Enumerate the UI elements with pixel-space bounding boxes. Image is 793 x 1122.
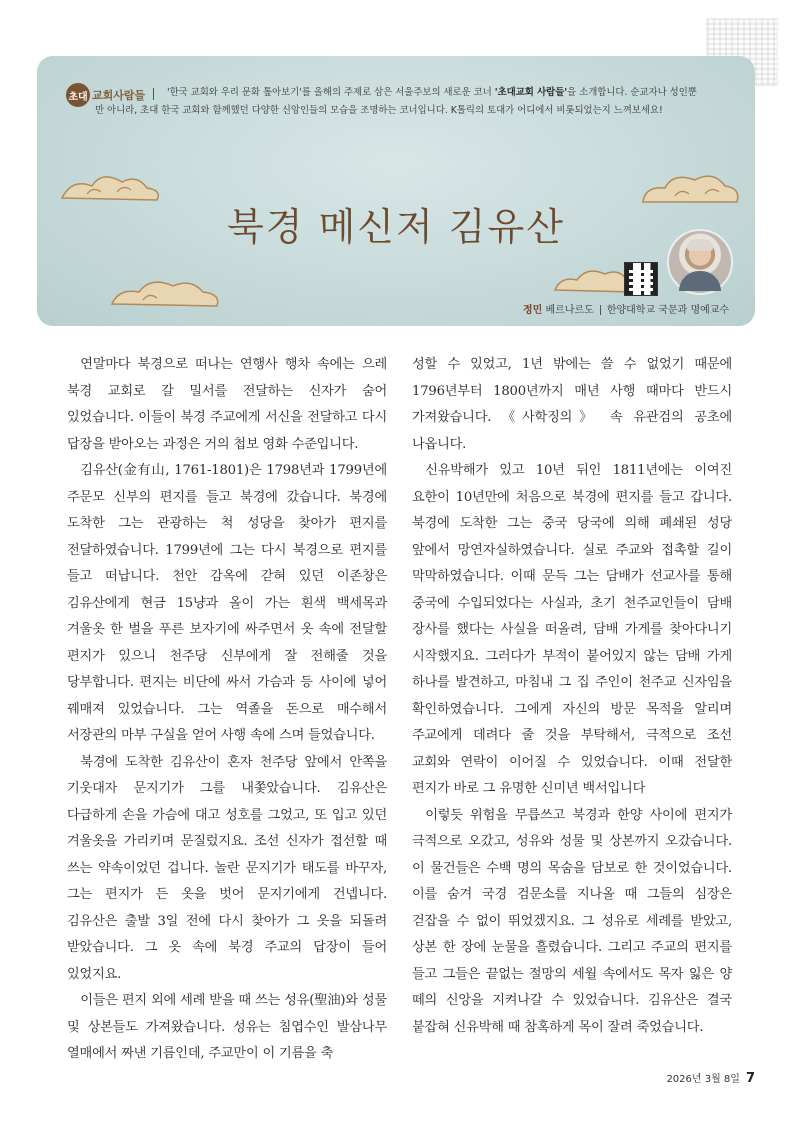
left-column: [67, 352, 387, 1068]
intro-text-c: 을 소개합니다. 순교자나 성인뿐: [567, 87, 697, 98]
series-badge-circle: 초대: [66, 83, 90, 107]
paragraph: 연말마다 북경으로 떠나는 연행사 행차 속에는 으레 북경 교회로 갈 밀서를 전달하는 신자가 숨어 있었습니다. 이들이 북경 주교에게 서신을 전달하고 다시 답장을 받아오는 과정은 거의 첩보 영화 수준입니다.: [67, 357, 387, 452]
divider: [153, 88, 154, 100]
paragraph: 이렇듯 위험을 무릅쓰고 북경과 한양 사이에 편지가 극적으로 오갔고, 성유와 성물 및 상본까지 오갔습니다. 이 물건들은 수백 명의 목숨을 담보로 한 것이었습니다. 이를 숨겨 국경 검문소를 지나올 때 그들의 심장은 걷잡을 수 없이 뛰었겠지요. 그 성유로 세례를 받았고, 상본 한 장에 눈물을 흘렸습니다. 그리고 주교의 편지를 들고 그들은 끝없는 절망의 세월 속에서도 목자 잃은 양 떼의 신앙을 지켜나갈 수 있었습니다. 김유산은 결국 붙잡혀 신유박해 때 참혹하게 목이 잘려 죽었습니다.: [412, 807, 732, 1035]
author-name: 정민: [523, 305, 543, 316]
footer-date: 2026년 3월 8일: [666, 1074, 740, 1085]
series-badge-label: 교회사람들: [92, 89, 146, 102]
intro-line-1: [167, 84, 732, 102]
intro-text-a: '한국 교회와 우리 문화 톺아보기'를 올해의 주제로 삼은 서울주보의 새로운 코너: [167, 87, 495, 98]
paragraph: 이들은 편지 외에 세례 받을 때 쓰는 성유(聖油)와 성물 및 상본들도 가져왔습니다. 성유는 침엽수인 발삼나무 열매에서 짜낸 기름인데, 주교만이 이 기름을 축: [67, 993, 387, 1061]
right-column: [412, 352, 732, 1068]
paragraph: 김유산(金有山, 1761-1801)은 1798년과 1799년에 주문모 신부의 편지를 들고 북경에 갔습니다. 북경에 도착한 그는 관광하는 척 성당을 찾아가 편지를 전달하였습니다. 1799년에 그는 다시 북경으로 편지를 들고 떠납니다. 천안 감옥에 갇혀 있던 이존창은 김유산에게 현금 15냥과 올이 가는 흰색 백세목과 겨울옷 한 벌을 푸른 보자기에 싸주면서 옷 속에 전달할 편지가 있으니 천주당 신부에게 잘 전해줄 것을 당부합니다. 편지는 비단에 싸서 가슴과 등 사이에 넣어 꿰매져 있었습니다. 그는 역졸을 돈으로 매수해서 서장관의 마부 구실을 얻어 사행 속에 스며 들었습니다.: [67, 463, 387, 743]
divider: [600, 305, 601, 315]
qr-code-icon: [624, 262, 658, 296]
paragraph: 북경에 도착한 김유산이 혼자 천주당 앞에서 안쪽을 기웃대자 문지기가 그를 내쫓았습니다. 김유산은 다급하게 손을 가슴에 대고 성호를 그었고, 또 입고 있던 겨울옷을 가리키며 문질렀지요. 조선 신자가 접선할 때 쓰는 약속이었던 겁니다. 놀란 문지기가 태도를 바꾸자, 그는 편지가 든 옷을 벗어 문지기에게 건넵니다. 김유산은 출발 3일 전에 다시 찾아가 그 옷을 되돌려 받았습니다. 그 옷 속에 북경 주교의 답장이 들어 있었지요.: [67, 754, 387, 982]
page-number: 7: [745, 1071, 755, 1086]
page-footer: [666, 1070, 755, 1086]
cloud-bottom-left-icon: [107, 272, 227, 312]
paragraph: 신유박해가 있고 10년 뒤인 1811년에는 이여진 요한이 10년만에 처음으로 북경에 편지를 들고 갑니다. 북경에 도착한 그는 중국 당국에 의해 폐쇄된 성당 앞에서 망연자실하였습니다. 실로 주교와 접촉할 길이 막막하였습니다. 이때 문득 그는 담배가 선교사를 통해 중국에 수입되었다는 사실과, 초기 천주교인들이 담배 장사를 했다는 사실을 떠올려, 담배 가게를 찾아다니기 시작했지요. 그러다가 부적이 붙어있지 않는 담배 가게 하나를 발견하고, 마침내 그 집 주인이 천주교 신자임을 확인하였습니다. 그에게 자신의 방문 목적을 알리며 주교에게 데려다 줄 것을 부탁해서, 극적으로 조선 교회와 연락이 이어질 수 있었습니다. 이때 전달한 편지가 바로 그 유명한 신미년 백서입니다: [412, 463, 732, 796]
author-baptismal-name: 베르나르도: [542, 305, 594, 316]
intro-highlight: '초대교회 사람들': [494, 87, 568, 98]
header-banner: [37, 56, 755, 326]
page-title: 북경 메신저 김유산: [227, 205, 565, 249]
author-byline: [523, 301, 729, 316]
author-avatar: [667, 229, 733, 295]
author-affiliation: 한양대학교 국문과 명예교수: [606, 305, 730, 316]
intro-line-2: 만 아니라, 초대 한국 교회와 함께했던 다양한 신앙인들의 모습을 조명하는 코너입니다. K톨릭의 토대가 어디에서 비롯되었는지 느껴보세요!: [95, 105, 663, 116]
article-body: [67, 352, 732, 1068]
avatar-shirt: [679, 271, 721, 291]
avatar-hair: [687, 239, 713, 251]
paragraph: 성할 수 있었고, 1년 밖에는 쓸 수 없었기 때문에 1796년부터 1800년까지 매년 사행 때마다 반드시 가져왔습니다. 《사학징의》 속 유관검의 공초에 나옵니다.: [412, 357, 732, 452]
